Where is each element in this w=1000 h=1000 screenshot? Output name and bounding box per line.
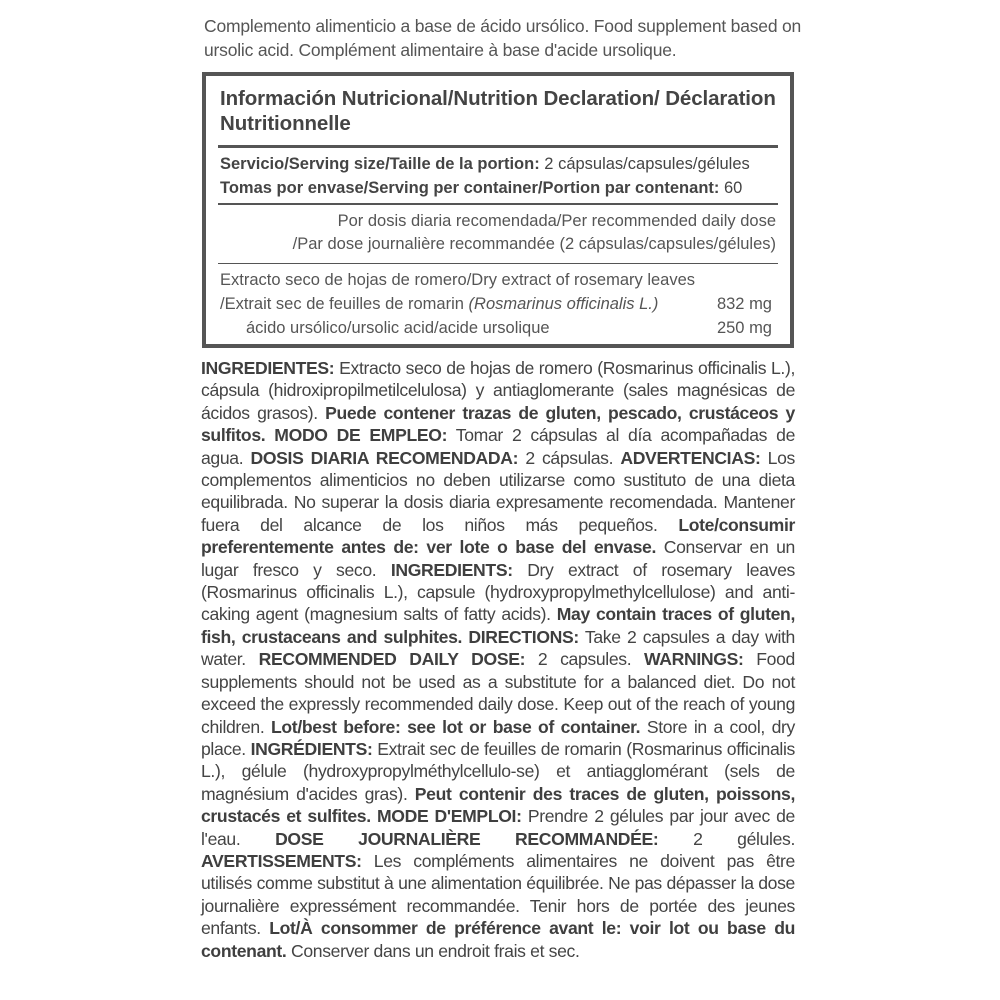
- text-run: Extrait sec de feuilles de romarin (Rosmarinus officinalis L.), gélule (hydroxypropylméthylcellulo-se) et antiagglomérant (sels de magnésium d'acides gras).: [201, 738, 795, 804]
- nutrient-name: /Extrait sec de feuilles de romarin: [220, 295, 469, 313]
- text-run: Conservar en un lugar fresco y seco.: [201, 537, 795, 580]
- per-dose-line: Por dosis diaria recomendada/Per recommended daily dose: [337, 212, 776, 230]
- servings-per-container-value: 60: [719, 179, 743, 197]
- per-dose-line: /Par dose journalière recommandée (2 cápsulas/capsules/gélules): [292, 235, 776, 253]
- serving-info: [220, 152, 750, 200]
- text-run: Store in a cool, dry place.: [201, 716, 796, 759]
- text-run: Les compléments alimentaires ne doivent pas être utilisés comme substitut à une alimentation équilibrée. Ne pas dépasser la dose journalière expressément recommandée. Tenir hors de portée des jeunes enfants.: [201, 850, 795, 939]
- panel-title: Información Nutricional/Nutrition Declaration/ Déclaration Nutritionnelle: [220, 87, 776, 135]
- text-run: Extracto seco de hojas de romero (Rosmarinus officinalis L.), cápsula (hidroxipropilmetilcelulosa) y antiaglomerante (sales magnésicas de ácidos grasos).: [201, 358, 795, 423]
- nutrient-row: [220, 268, 772, 292]
- bold-text-run: Peut contenir des traces de gluten, poissons, crustacés et sulfites. MODE D'EMPLOI:: [201, 783, 795, 827]
- ingredients-text: [201, 357, 795, 962]
- serving-size-value: 2 cápsulas/capsules/gélules: [539, 155, 750, 173]
- text-run: Los complementos alimenticios no deben utilizarse como sustituto de una dieta equilibrada. No superar la dosis diaria expresamente recomendada. Mantener fuera del alcance de los niños más pequeños.: [201, 447, 795, 535]
- text-run: 2 capsules.: [525, 649, 645, 670]
- bold-text-run: INGRÉDIENTS:: [250, 738, 373, 759]
- nutrient-row: [220, 292, 772, 316]
- bold-text-run: RECOMMENDED DAILY DOSE:: [258, 649, 526, 670]
- nutrient-name: Extracto seco de hojas de romero/Dry extract of rosemary leaves: [220, 271, 696, 289]
- divider: [218, 203, 778, 205]
- bold-text-run: Puede contener trazas de gluten, pescado, crustáceos y sulfitos. MODO DE EMPLEO:: [201, 402, 795, 446]
- bold-text-run: Lot/À consommer de préférence avant le: voir lot ou base du contenant.: [201, 918, 795, 961]
- bold-text-run: AVERTISSEMENTS:: [201, 850, 362, 871]
- servings-per-container-label: Tomas por envase/Serving per container/Portion par contenant:: [220, 179, 720, 197]
- nutrient-amount: 832 mg: [716, 295, 772, 313]
- nutrient-name: ácido ursólico/ursolic acid/acide ursolique: [246, 319, 550, 337]
- text-run: Take 2 capsules a day with water.: [201, 626, 795, 670]
- text-run: 2 cápsulas.: [518, 447, 621, 468]
- bold-text-run: WARNINGS:: [644, 649, 744, 670]
- bold-text-run: Lot/best before: see lot or base of container.: [271, 716, 641, 737]
- bold-text-run: DOSIS DIARIA RECOMENDADA:: [250, 447, 519, 468]
- divider: [218, 263, 778, 264]
- text-run: Tomar 2 cápsulas al día acompañadas de agua.: [201, 425, 796, 468]
- nutrient-latin-name: (Rosmarinus officinalis L.): [468, 295, 659, 313]
- nutrition-panel: [202, 72, 794, 348]
- bold-text-run: INGREDIENTS:: [390, 559, 513, 580]
- serving-size-label: Servicio/Serving size/Taille de la portion:: [220, 155, 540, 173]
- bold-text-run: Lote/consumir preferentemente antes de: ver lote o base del envase.: [201, 514, 795, 558]
- divider: [218, 145, 778, 148]
- text-run: 2 gélules.: [658, 828, 796, 849]
- bold-text-run: DOSE JOURNALIÈRE RECOMMANDÉE:: [275, 828, 659, 849]
- bold-text-run: May contain traces of gluten, fish, crustaceans and sulphites. DIRECTIONS:: [201, 604, 795, 647]
- intro-text: Complemento alimenticio a base de ácido ursólico. Food supplement based on ursolic acid. Complément alimentaire à base d'acide ursolique.: [204, 16, 802, 60]
- bold-text-run: INGREDIENTES:: [201, 358, 335, 378]
- nutrient-amount: 250 mg: [716, 319, 772, 337]
- text-run: Conserver dans un endroit frais et sec.: [286, 940, 580, 961]
- text-run: Prendre 2 gélules par jour avec de l'eau.: [201, 806, 795, 849]
- text-run: Food supplements should not be used as a substitute for a balanced diet. Do not exceed the expressly recommended daily dose. Keep out of the reach of young children.: [201, 649, 795, 737]
- per-dose-header: [293, 210, 776, 256]
- nutrient-rows: [220, 268, 772, 340]
- bold-text-run: ADVERTENCIAS:: [620, 447, 761, 468]
- text-run: Dry extract of rosemary leaves (Rosmarinus officinalis L.), capsule (hydroxypropylmethylcellulose) and anti-caking agent (magnesium salts of fatty acids).: [201, 559, 795, 625]
- nutrient-row: [220, 316, 772, 340]
